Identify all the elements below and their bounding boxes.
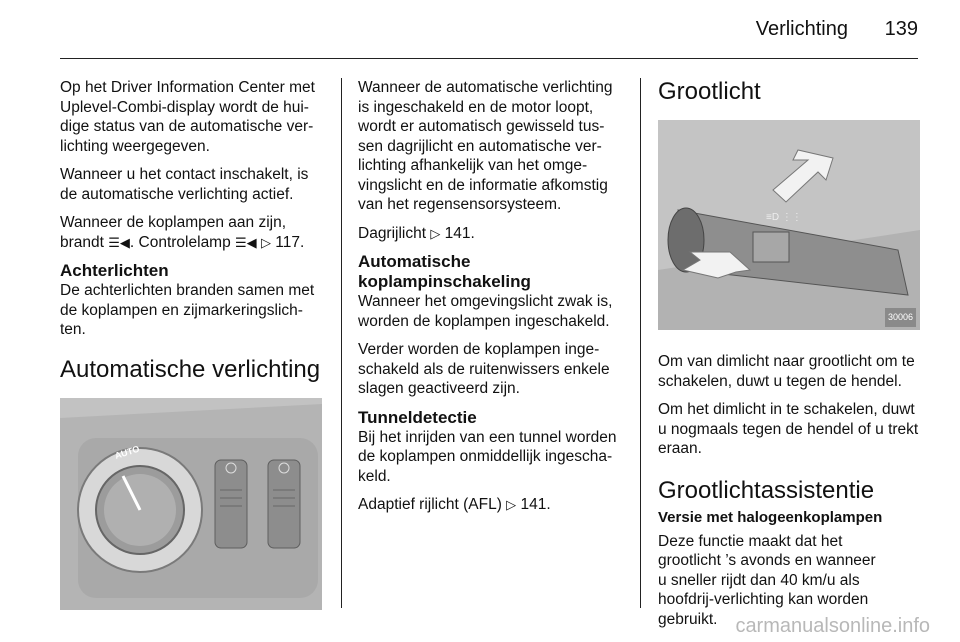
section-heading: Tunneldetectie: [358, 407, 477, 427]
paragraph: Wanneer de automatische verlichting is ingeschakeld en de motor loopt, wordt er automatisch gewisseld tus-sen dagrijlicht en automatische ver-lichting afhankelijk van het omge-vingslicht en de informatie afkomstig van het regensensorsysteem.: [358, 79, 613, 213]
light-switch-figure: [60, 398, 322, 610]
header-rule: [60, 58, 918, 59]
paragraph: Om het dimlicht in te schakelen, duwt u nogmaals tegen de hendel of u trekt eraan.: [658, 401, 919, 457]
column-1: [60, 78, 324, 610]
svg-text:AUTO: AUTO: [113, 443, 141, 461]
headlamp-icon: ☰◀: [235, 234, 257, 250]
paragraph: De achterlichten branden samen met de koplampen en zijmarkeringslich-ten.: [60, 282, 315, 338]
column-divider-2: [640, 78, 641, 608]
page-number: 139: [884, 18, 918, 40]
stalk-illustration: [658, 120, 920, 330]
chapter-heading: Grootlichtassistentie: [658, 476, 875, 504]
page-ref-icon: ▷: [506, 497, 517, 512]
stalk-figure: [658, 120, 920, 330]
light-switch-illustration: [60, 398, 322, 610]
paragraph: Deze functie maakt dat het grootlicht ’s avonds en wanneer u sneller rijdt dan 40 km/u als hoofdrij-verlichting kan worden gebruikt.: [658, 532, 876, 628]
paragraph: Bij het inrijden van een tunnel worden de koplampen onmiddellijk ingescha-keld.: [358, 428, 617, 485]
svg-text:≡D ⋮⋮: ≡D ⋮⋮: [766, 212, 802, 223]
paragraph: Om van dimlicht naar grootlicht om te schakelen, duwt u tegen de hendel.: [658, 353, 915, 390]
section-heading: Achterlichten: [60, 261, 169, 280]
column-2: [358, 78, 622, 524]
headlamp-icon: ☰◀: [108, 234, 130, 250]
chapter-heading: Automatische verlichting: [60, 355, 321, 383]
column-divider-1: [341, 78, 342, 608]
paragraph: Wanneer de koplampen aan zijn, brandt ☰◀. Controlelamp ☰◀ ▷ 117.: [60, 214, 305, 251]
paragraph: Wanneer het omgevingslicht zwak is, worden de koplampen ingeschakeld.: [358, 293, 613, 330]
section-heading: Automatische koplampinschakeling: [358, 252, 531, 291]
figure-id: 30006: [885, 308, 916, 328]
column-3: [658, 78, 920, 638]
paragraph: Op het Driver Information Center met Uplevel-Combi-display wordt de hui-dige status van de automatische ver-lichting weergegeven.: [60, 79, 315, 155]
header-title: Verlichting: [755, 18, 848, 40]
paragraph: Verder worden de koplampen inge-schakeld als de ruitenwissers enkele slagen geactiveerd zijn.: [358, 341, 610, 397]
paragraph: Wanneer u het contact inschakelt, is de automatische verlichting actief.: [60, 166, 309, 203]
paragraph: Dagrijlicht ▷ 141.: [358, 224, 475, 242]
paragraph: Adaptief rijlicht (AFL) ▷ 141.: [358, 496, 551, 513]
chapter-heading: Grootlicht: [658, 78, 761, 105]
page-ref-icon: ▷: [261, 234, 271, 250]
subheading: Versie met halogeenkoplampen: [658, 508, 883, 526]
watermark: carmanualsonline.info: [735, 615, 930, 637]
page-ref-icon: ▷: [430, 225, 441, 241]
